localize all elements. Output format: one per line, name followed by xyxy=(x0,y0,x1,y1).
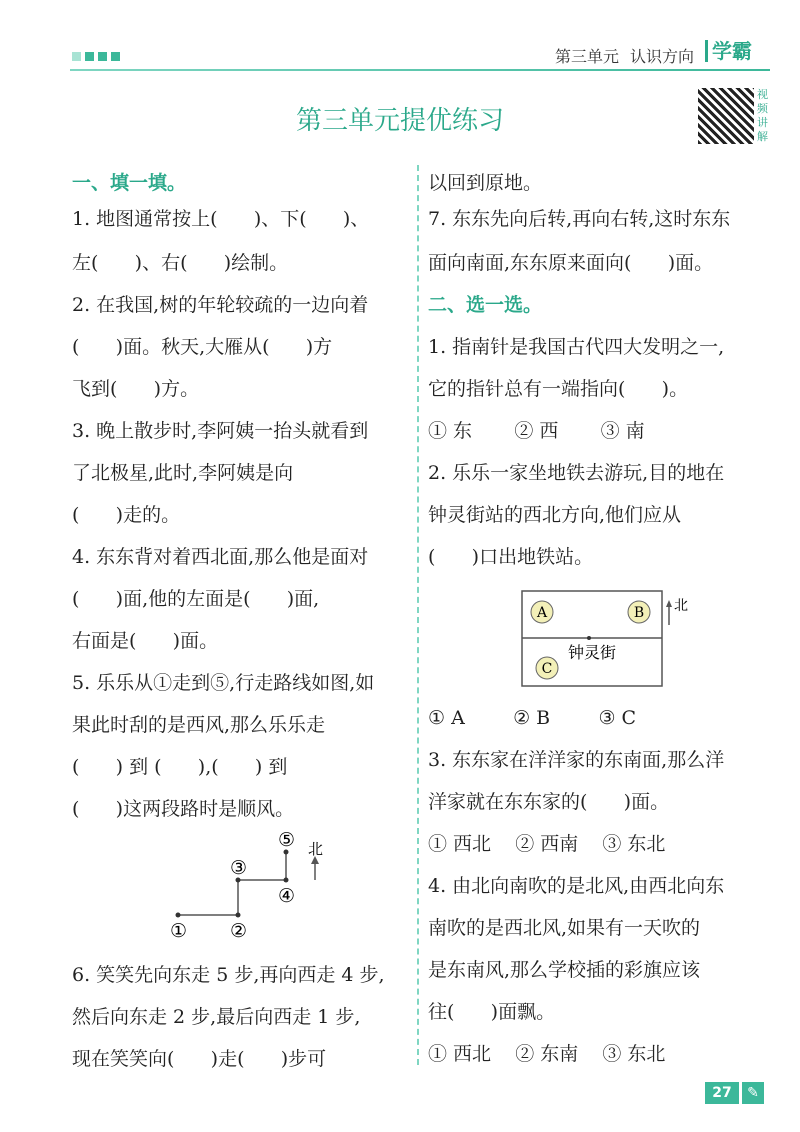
route-figure xyxy=(160,820,340,950)
question-line: ① A ② B ③ C xyxy=(428,707,637,729)
pencil-icon: ✎ xyxy=(742,1082,764,1104)
header-decoration xyxy=(72,52,81,61)
question-line: 了北极星,此时,李阿姨是向 xyxy=(72,462,294,484)
header-topic: 认识方向 xyxy=(630,47,695,66)
header-decoration xyxy=(85,52,94,61)
question-line: 果此时刮的是西风,那么乐乐走 xyxy=(72,714,326,736)
question-line: 5. 乐乐从①走到⑤,行走路线如图,如 xyxy=(72,672,375,694)
header-decoration xyxy=(98,52,107,61)
route-point-3: ③ xyxy=(230,857,248,879)
question-line: 钟灵街站的西北方向,他们应从 xyxy=(428,504,682,526)
question-line: 4. 由北向南吹的是北风,由西北向东 xyxy=(428,875,725,897)
question-line: 1. 指南针是我国古代四大发明之一, xyxy=(428,336,725,358)
qr-code[interactable] xyxy=(698,88,754,144)
question-line: ① 西北 ② 西南 ③ 东北 xyxy=(428,833,666,855)
qr-label: 视频讲解 xyxy=(757,88,768,143)
header-unit: 第三单元 xyxy=(555,47,620,66)
question-line: 现在笑笑向( )走( )步可 xyxy=(72,1048,327,1070)
station-figure xyxy=(500,580,700,690)
question-line: 2. 乐乐一家坐地铁去游玩,目的地在 xyxy=(428,462,725,484)
page-title: 第三单元提优练习 xyxy=(295,106,504,136)
question-line: 南吹的是西北风,如果有一天吹的 xyxy=(428,917,701,939)
question-line: 右面是( )面。 xyxy=(72,630,219,652)
question-line: 3. 东东家在洋洋家的东南面,那么洋 xyxy=(428,749,725,771)
route-point-2: ② xyxy=(230,920,248,942)
section-heading: 一、填一填。 xyxy=(72,172,187,194)
header-rule xyxy=(70,69,770,71)
column-divider xyxy=(417,165,419,1065)
question-line: ① 东 ② 西 ③ 南 xyxy=(428,420,645,442)
question-line: 它的指针总有一端指向( )。 xyxy=(428,378,689,400)
question-line: 6. 笑笑先向东走 5 步,再向西走 4 步, xyxy=(72,964,385,986)
question-line: ( )面,他的左面是( )面, xyxy=(72,588,320,610)
route-point-4: ④ xyxy=(278,885,296,907)
route-point-1: ① xyxy=(170,920,188,942)
route-point-5: ⑤ xyxy=(278,829,296,851)
question-line: 然后向东走 2 步,最后向西走 1 步, xyxy=(72,1006,361,1028)
question-line: 洋家就在东东家的( )面。 xyxy=(428,791,670,813)
section-heading: 二、选一选。 xyxy=(428,294,543,316)
question-line: ① 西北 ② 东南 ③ 东北 xyxy=(428,1043,666,1065)
question-line: 往( )面飘。 xyxy=(428,1001,556,1023)
question-line: 4. 东东背对着西北面,那么他是面对 xyxy=(72,546,369,568)
question-line: ( )这两段路时是顺风。 xyxy=(72,798,295,820)
question-line: 2. 在我国,树的年轮较疏的一边向着 xyxy=(72,294,369,316)
question-line: 3. 晚上散步时,李阿姨一抬头就看到 xyxy=(72,420,369,442)
question-line: 左( )、右( )绘制。 xyxy=(72,252,289,274)
question-line: 以回到原地。 xyxy=(428,172,543,194)
street-label: 钟灵街 xyxy=(568,643,617,662)
brand-logo: 学霸 xyxy=(705,40,752,62)
question-line: 是东南风,那么学校插的彩旗应该 xyxy=(428,959,701,981)
north-label: 北 xyxy=(308,840,324,858)
exit-a: A xyxy=(536,605,548,621)
question-line: ( )走的。 xyxy=(72,504,181,526)
question-line: 面向南面,东东原来面向( )面。 xyxy=(428,252,714,274)
exit-c: C xyxy=(541,661,553,677)
north-label: 北 xyxy=(674,598,688,614)
question-line: ( ) 到 ( ),( ) 到 xyxy=(72,756,288,778)
question-line: 7. 东东先向后转,再向右转,这时东东 xyxy=(428,208,731,230)
question-line: 飞到( )方。 xyxy=(72,378,200,400)
header-decoration xyxy=(111,52,120,61)
question-line: 1. 地图通常按上( )、下( )、 xyxy=(72,208,370,230)
page-number: 27 xyxy=(705,1082,739,1104)
exit-b: B xyxy=(633,605,645,621)
question-line: ( )口出地铁站。 xyxy=(428,546,594,568)
question-line: ( )面。秋天,大雁从( )方 xyxy=(72,336,333,358)
